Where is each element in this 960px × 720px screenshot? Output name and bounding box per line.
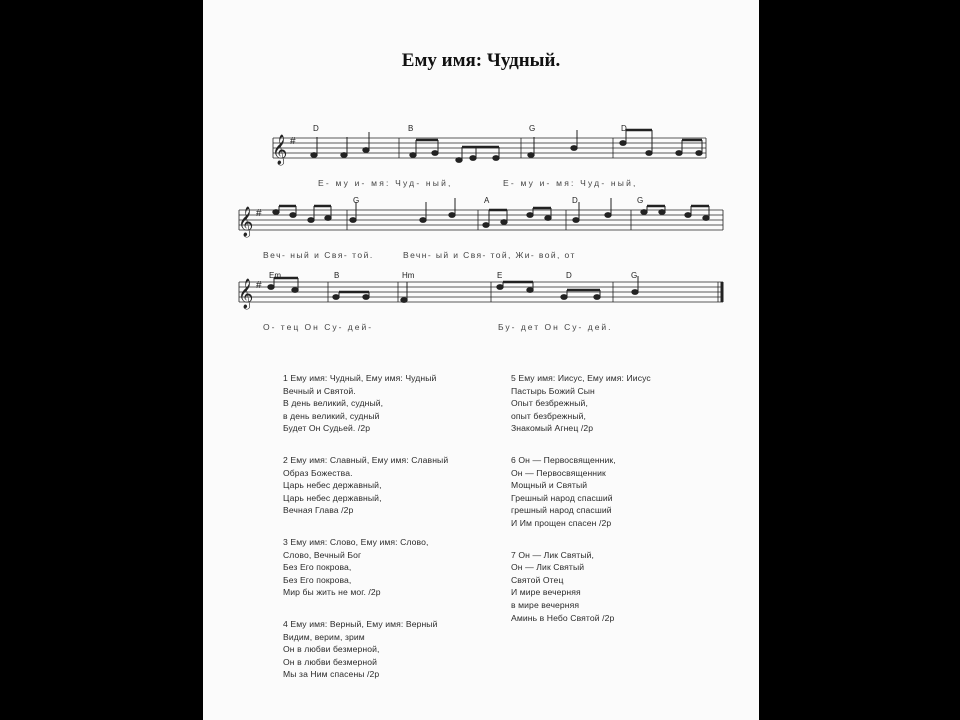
verse-line: Царь небес державный,	[283, 492, 382, 503]
verse-stanza	[283, 372, 483, 435]
lyrics-line: Бу- дет Он Су- дей.	[498, 322, 613, 332]
chord-symbol: G	[631, 271, 638, 280]
chord-symbol: D	[313, 124, 319, 133]
verse-line: И Им прощен спасен /2р	[511, 517, 612, 528]
chord-symbol: D	[572, 196, 578, 205]
verse-line: Он в любви безмерной	[283, 656, 378, 667]
staff-system-3	[239, 282, 723, 302]
svg-text:#: #	[256, 208, 262, 219]
svg-text:#: #	[256, 280, 262, 291]
chord-symbol: B	[408, 124, 414, 133]
chord-symbol: D	[621, 124, 627, 133]
verse-line: Слово, Вечный Бог	[283, 549, 362, 560]
verses-right-column	[511, 372, 721, 643]
chord-symbol: A	[484, 196, 490, 205]
verse-stanza	[511, 454, 721, 530]
verse-line: Будет Он Судьей. /2р	[283, 423, 371, 434]
verse-line: Он в любви безмерной,	[283, 644, 380, 655]
verse-line: 6 Он — Первосвященник,	[511, 454, 616, 465]
treble-clef-icon: 𝄞	[272, 135, 288, 165]
sheet-music-page	[203, 0, 759, 720]
verse-line: Он — Лик Святый	[511, 562, 585, 573]
song-title: Ему имя: Чудный.	[401, 50, 561, 71]
verse-line: Мощный и Святый	[511, 480, 588, 491]
lyrics-line: Веч- ный и Свя- той.	[263, 250, 374, 260]
verse-line: 3 Ему имя: Слово, Ему имя: Слово,	[283, 536, 429, 547]
verse-line: в мире вечерняя	[511, 599, 580, 610]
verse-stanza	[283, 454, 483, 517]
verse-line: И мире вечерняя	[511, 587, 581, 598]
verse-line: В день великий, судный,	[283, 398, 384, 409]
chord-symbol: Hm	[402, 271, 415, 280]
verse-line: 5 Ему имя: Иисус, Ему имя: Иисус	[511, 373, 651, 383]
verse-line: Без Его покрова,	[283, 562, 352, 573]
verse-line: Без Его покрова,	[283, 574, 352, 585]
verse-stanza	[283, 536, 483, 599]
verse-line: Вечная Глава /2р	[283, 505, 354, 516]
verse-line: Знакомый Агнец /2р	[511, 423, 594, 434]
chord-symbol: D	[566, 271, 572, 280]
verse-line: 1 Ему имя: Чудный, Ему имя: Чудный	[283, 373, 437, 383]
verse-line: грешный народ спасший	[511, 505, 612, 516]
verse-line: Пастырь Божий Сын	[511, 385, 595, 396]
verse-stanza	[511, 549, 721, 625]
verse-line: Мир бы жить не мог. /2р	[283, 587, 381, 598]
verse-line: Он — Первосвященник	[511, 467, 606, 478]
lyrics-line: О- тец Он Су- дей-	[263, 322, 374, 332]
verse-line: 7 Он — Лик Святый,	[511, 549, 594, 560]
chord-symbol: Em	[269, 271, 281, 280]
chord-symbol: B	[334, 271, 340, 280]
verse-line: Святой Отец	[511, 574, 564, 585]
verse-line: Мы за Ним спасены /2р	[283, 669, 380, 680]
verse-line: Вечный и Святой.	[283, 385, 356, 396]
treble-clef-icon: 𝄞	[238, 279, 254, 309]
chord-symbol: G	[353, 196, 360, 205]
treble-clef-icon: 𝄞	[238, 207, 254, 237]
chord-symbol: G	[637, 196, 644, 205]
chord-symbol: E	[497, 271, 503, 280]
verse-line: Образ Божества.	[283, 467, 353, 478]
music-score	[203, 0, 759, 360]
verse-line: опыт безбрежный,	[511, 410, 587, 421]
verse-stanza	[283, 618, 483, 681]
verse-line: Аминь в Небо Святой /2р	[511, 612, 615, 623]
verse-line: Царь небес державный,	[283, 480, 382, 491]
verse-line: 4 Ему имя: Верный, Ему имя: Верный	[283, 618, 438, 629]
verse-line: в день великий, судный	[283, 410, 380, 421]
verse-line: Видим, верим, зрим	[283, 631, 365, 642]
verse-stanza	[511, 372, 721, 435]
lyrics-line: Е- му и- мя: Чуд- ный,	[318, 178, 453, 188]
verse-line: 2 Ему имя: Славный, Ему имя: Славный	[283, 454, 449, 465]
verse-line: Опыт безбрежный,	[511, 398, 588, 409]
svg-text:#: #	[290, 136, 296, 147]
verse-line: Грешный народ спасший	[511, 492, 613, 503]
verses-left-column	[283, 372, 483, 700]
lyrics-line: Вечн- ый и Свя- той, Жи- вой, от	[403, 250, 576, 260]
chord-symbol: G	[529, 124, 536, 133]
lyrics-line: Е- му и- мя: Чуд- ный,	[503, 178, 638, 188]
